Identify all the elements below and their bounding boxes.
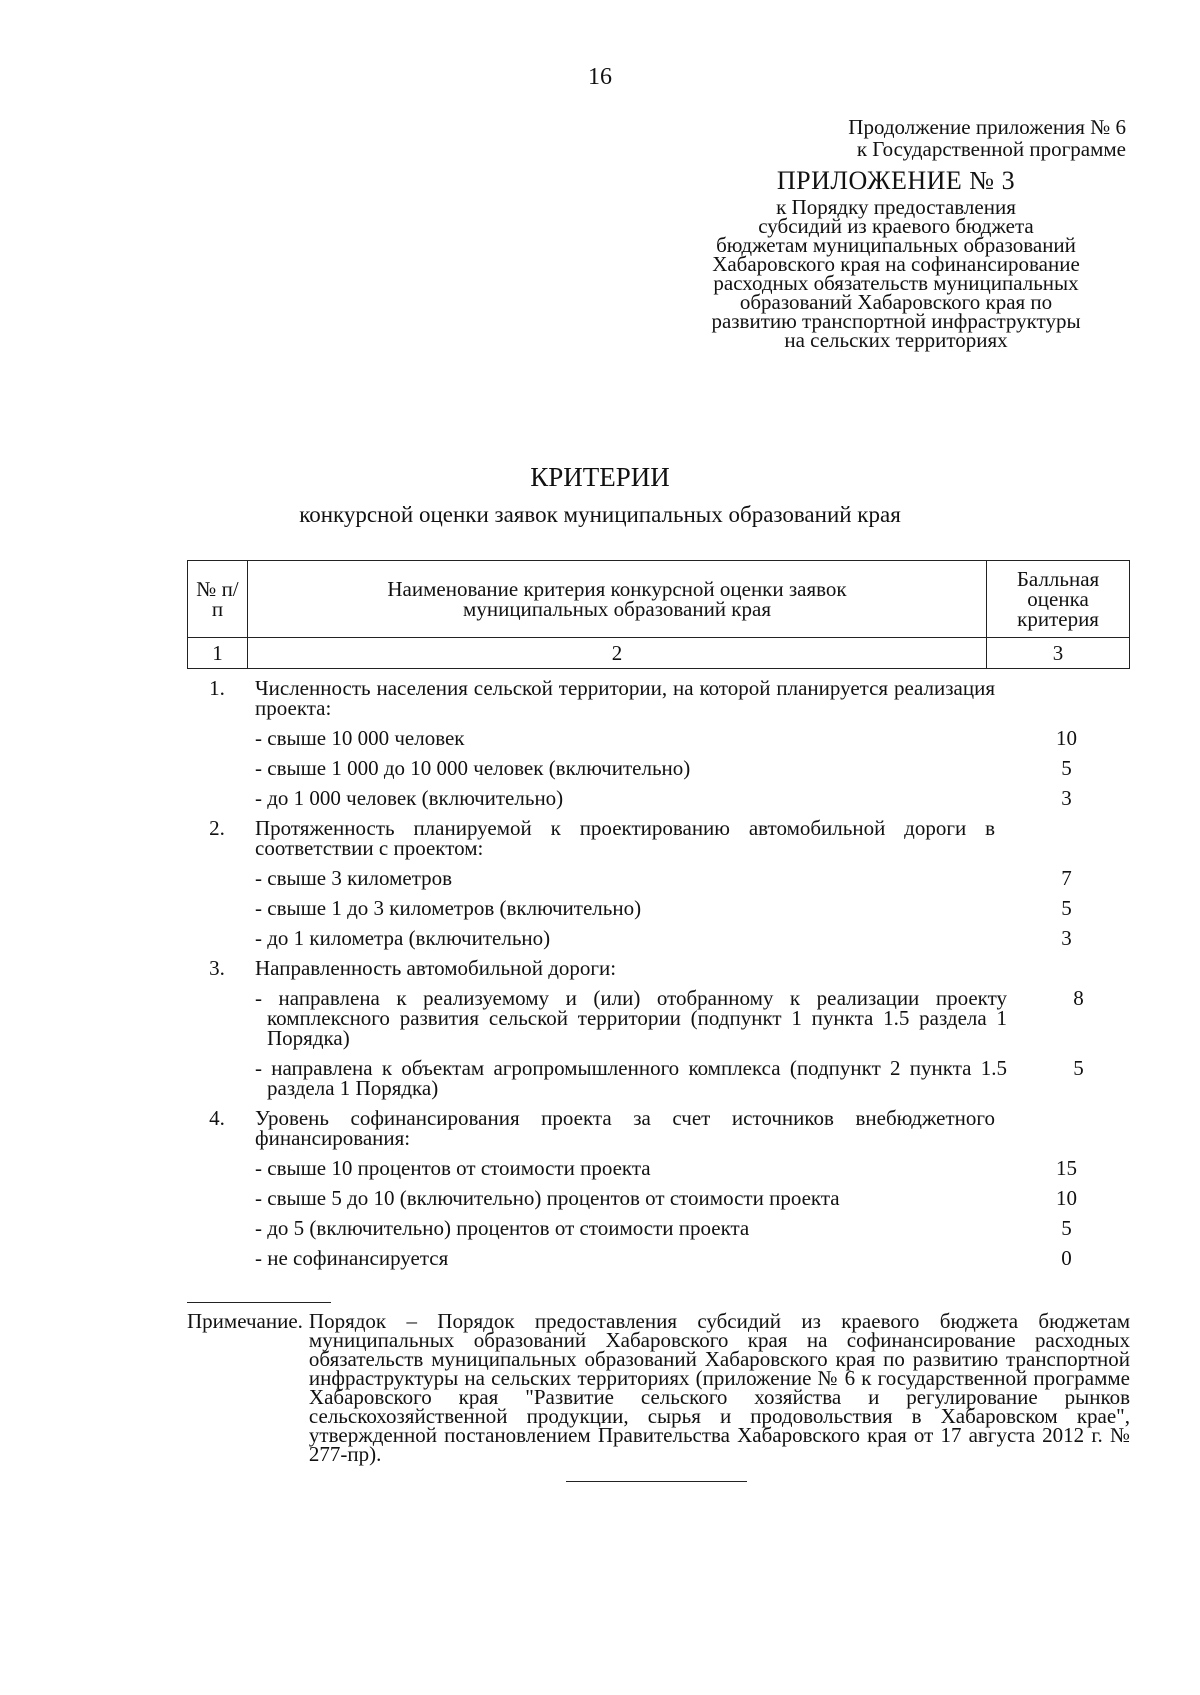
option-row [187, 1058, 1130, 1098]
option-text: - до 1 километра (включительно) [255, 926, 551, 950]
criterion-row [187, 818, 1130, 858]
criterion-number: 3. [209, 956, 225, 980]
option-score: 7 [1061, 866, 1072, 890]
option-score: 10 [1056, 1186, 1077, 1210]
criteria-list [187, 674, 1130, 1268]
criterion-text: Численность населения сельской территории, на которой планируется реализация проекта: [255, 676, 995, 720]
note-label: Примечание. [187, 1309, 303, 1333]
appendix-line: расходных обязательств муниципальных [713, 271, 1079, 295]
criterion-row [187, 958, 1130, 978]
appendix-line: к Порядку предоставления [776, 195, 1016, 219]
option-text: - свыше 5 до 10 (включительно) процентов от стоимости проекта [255, 1186, 840, 1210]
option-text: - направлена к реализуемому и (или) отобранному к реализации проекту комплексного развития сельской территории (подпункт 1 пункта 1.5 раздела 1 Порядка) [255, 986, 1007, 1050]
option-score: 15 [1056, 1156, 1077, 1180]
option-row [187, 1158, 1130, 1178]
option-row [187, 728, 1130, 748]
option-text: - направлена к объектам агропромышленного комплекса (подпункт 2 пункта 1.5 раздела 1 Порядка) [255, 1056, 1007, 1100]
page-number: 16 [588, 64, 612, 90]
option-text: - свыше 10 процентов от стоимости проекта [255, 1156, 651, 1180]
note-text: Порядок – Порядок предоставления субсидий из краевого бюджета бюджетам муниципальных образований Хабаровского края на софинансирование расходных обязательств муниципальных образований Хабаровского края по развитию транспортной инфраструктуры на сельских территориях (приложение № 6 к государственной программе Хабаровского края "Развитие сельского хозяйства и регулирование рынков сельскохозяйственной продукции, сырья и продовольствия в Хабаровском крае", утвержденной постановлением Правительства Хабаровского края от 17 августа 2012 г. № 277-пр). [308, 1309, 1130, 1466]
option-row [187, 788, 1130, 808]
criterion-row [187, 678, 1130, 718]
appendix-line: бюджетам муниципальных образований [716, 233, 1076, 257]
option-score: 5 [1061, 756, 1072, 780]
note-separator [187, 1302, 331, 1303]
appendix-header [666, 116, 1126, 350]
option-text: - до 1 000 человек (включительно) [255, 786, 564, 810]
option-score: 5 [1073, 1056, 1084, 1080]
criterion-text: Протяженность планируемой к проектированию автомобильной дороги в соответствии с проектом: [255, 816, 995, 860]
option-text: - свыше 10 000 человек [255, 726, 465, 750]
option-row [187, 988, 1130, 1048]
option-score: 5 [1061, 1216, 1072, 1240]
appendix-line: на сельских территориях [784, 328, 1008, 352]
appendix-continuation: Продолжение приложения № 6 [848, 115, 1126, 139]
criteria-table-header [187, 560, 1130, 669]
criterion-number: 2. [209, 816, 225, 840]
header-num-3: 3 [987, 638, 1130, 669]
appendix-line: Хабаровского края на софинансирование [712, 252, 1080, 276]
footnote [187, 1309, 1130, 1466]
criterion-text: Направленность автомобильной дороги: [255, 956, 617, 980]
appendix-line: образований Хабаровского края по [739, 290, 1053, 314]
option-row [187, 898, 1130, 918]
option-row [187, 1248, 1130, 1268]
header-number: № п/п [188, 561, 248, 638]
criterion-text: Уровень софинансирования проекта за счет источников внебюджетного финансирования: [255, 1106, 995, 1150]
document-subtitle: конкурсной оценки заявок муниципальных образований края [299, 502, 901, 527]
header-criterion-name: Наименование критерия конкурсной оценки заявок муниципальных образований края [247, 561, 986, 638]
option-row [187, 758, 1130, 778]
option-row [187, 868, 1130, 888]
appendix-line: развитию транспортной инфраструктуры [711, 309, 1081, 333]
option-text: - до 5 (включительно) процентов от стоимости проекта [255, 1216, 750, 1240]
option-row [187, 928, 1130, 948]
option-score: 0 [1061, 1246, 1072, 1270]
option-text: - не софинансируется [255, 1246, 449, 1270]
criterion-row [187, 1108, 1130, 1148]
header-num-2: 2 [247, 638, 986, 669]
criterion-number: 1. [209, 676, 225, 700]
option-score: 8 [1073, 986, 1084, 1010]
option-row [187, 1218, 1130, 1238]
header-score: Балльная оценка критерия [987, 561, 1130, 638]
appendix-program-ref: к Государственной программе [856, 137, 1126, 161]
option-score: 10 [1056, 726, 1077, 750]
option-score: 5 [1061, 896, 1072, 920]
header-num-1: 1 [188, 638, 248, 669]
option-score: 3 [1061, 786, 1072, 810]
criterion-number: 4. [209, 1106, 225, 1130]
document-title: КРИТЕРИИ [530, 462, 670, 492]
appendix-line: субсидий из краевого бюджета [758, 214, 1034, 238]
end-separator [566, 1481, 747, 1482]
option-score: 3 [1061, 926, 1072, 950]
option-text: - свыше 1 до 3 километров (включительно) [255, 896, 642, 920]
option-row [187, 1188, 1130, 1208]
option-text: - свыше 3 километров [255, 866, 453, 890]
option-text: - свыше 1 000 до 10 000 человек (включительно) [255, 756, 691, 780]
appendix-title: ПРИЛОЖЕНИЕ № 3 [776, 166, 1016, 195]
